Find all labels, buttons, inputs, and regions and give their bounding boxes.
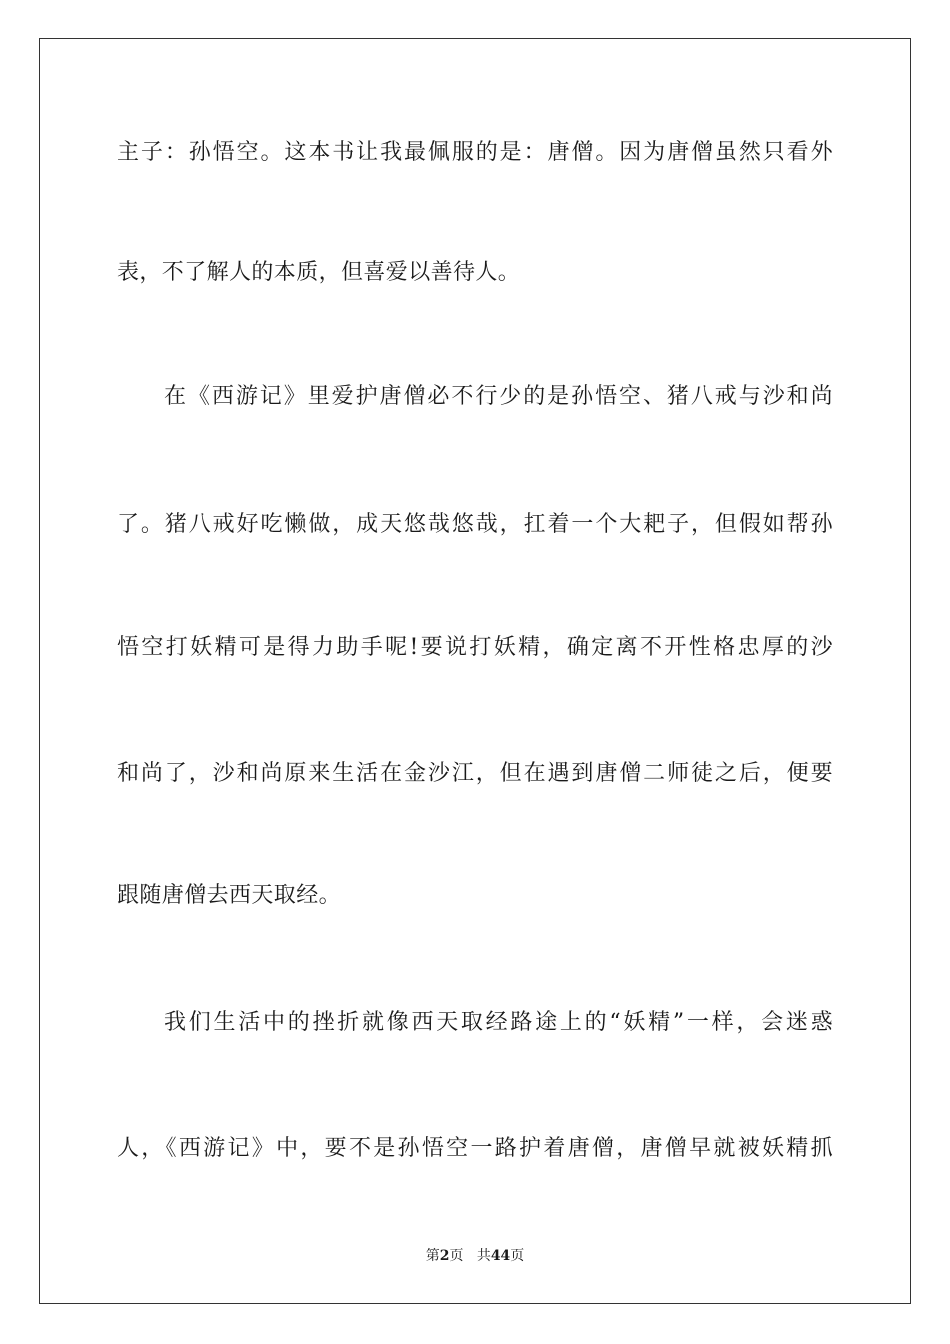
text-line-3: 在《西游记》里爱护唐僧必不行少的是孙悟空、猪八戒与沙和尚 <box>164 384 833 409</box>
footer-prefix: 第 <box>425 1248 440 1264</box>
footer-page-suffix: 页 <box>449 1248 464 1264</box>
text-line-8: 我们生活中的挫折就像西天取经路途上的“妖精”一样，会迷惑 <box>164 1010 833 1035</box>
page-footer <box>0 1246 950 1266</box>
text-line-4: 了。猪八戒好吃懒做，成天悠哉悠哉，扛着一个大耙子，但假如帮孙 <box>117 512 833 537</box>
text-line-9: 人，《西游记》中，要不是孙悟空一路护着唐僧，唐僧早就被妖精抓 <box>117 1136 833 1161</box>
page-border <box>39 38 911 1304</box>
text-line-2: 表，不了解人的本质，但喜爱以善待人。 <box>117 260 521 285</box>
text-line-7: 跟随唐僧去西天取经。 <box>117 883 342 908</box>
text-line-6: 和尚了，沙和尚原来生活在金沙江，但在遇到唐僧二师徒之后，便要 <box>117 761 833 786</box>
footer-page-number: 2 <box>439 1248 450 1264</box>
text-line-5: 悟空打妖精可是得力助手呢!要说打妖精，确定离不开性格忠厚的沙 <box>117 635 833 660</box>
footer-total-pages: 44 <box>490 1248 511 1264</box>
footer-total-suffix: 页 <box>510 1248 525 1264</box>
footer-total-prefix: 共 <box>476 1248 491 1264</box>
text-line-1: 主子：孙悟空。这本书让我最佩服的是：唐僧。因为唐僧虽然只看外 <box>117 140 833 165</box>
